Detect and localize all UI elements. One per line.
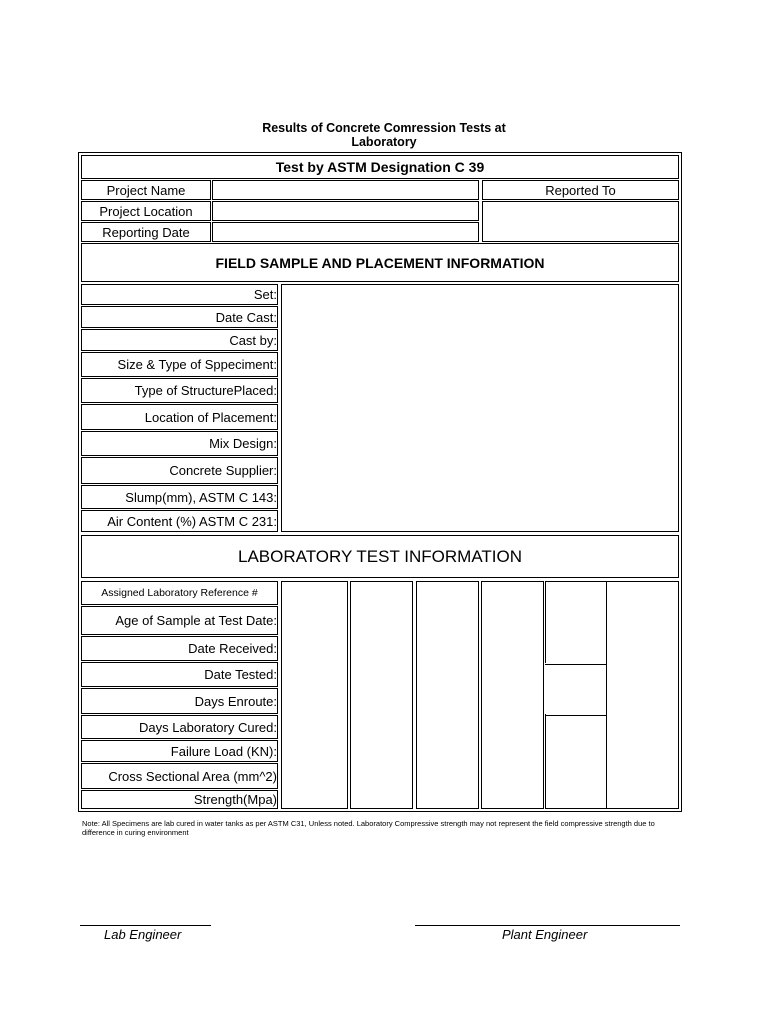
lab-column-1[interactable] <box>281 581 348 809</box>
reported-to-field[interactable] <box>482 201 679 242</box>
lab-row-label: Failure Load (KN): <box>170 743 277 759</box>
field-row-label: Cast by: <box>229 332 277 348</box>
project-name-label-cell <box>81 180 211 200</box>
lab-column-5-left-edge-top <box>545 581 546 663</box>
project-location-label-cell <box>81 201 211 221</box>
lab-row-label-cell <box>81 688 278 714</box>
lab-row-label: Cross Sectional Area (mm^2) <box>108 768 277 784</box>
field-section-heading-box <box>81 243 679 282</box>
test-title: Test by ASTM Designation C 39 <box>275 159 485 175</box>
lab-section-heading-box <box>81 535 679 578</box>
field-row-label-cell <box>81 284 278 305</box>
field-row-label: Size & Type of Sppeciment: <box>117 357 277 372</box>
field-row-label-cell <box>81 329 278 351</box>
lab-column-5[interactable] <box>545 581 606 809</box>
reported-to-label: Reported To <box>545 182 616 198</box>
footer-note: Note: All Specimens are lab cured in water tanks as per ASTM C31, Unless noted. Laboratory Compressive strength may not represent the field compressive strength due to difference in curing environment <box>82 819 655 837</box>
lab-row-label: Date Tested: <box>204 667 277 682</box>
field-row-label-cell <box>81 485 278 509</box>
reporting-date-label-cell <box>81 222 211 242</box>
lab-row-label-cell <box>81 763 278 789</box>
field-row-label: Location of Placement: <box>144 409 277 425</box>
lab-row-label-cell <box>81 715 278 739</box>
reported-to-label-cell <box>482 180 679 200</box>
document-title-line2: Laboratory <box>351 135 417 149</box>
lab-row-label-cell <box>81 636 278 661</box>
lab-row-label: Strength(Mpa) <box>193 792 277 807</box>
field-row-label-cell <box>81 404 278 430</box>
field-row-label: Type of StructurePlaced: <box>134 383 277 398</box>
field-row-label: Set: <box>253 287 277 302</box>
field-row-label-cell <box>81 457 278 484</box>
lab-engineer-label: Lab Engineer <box>104 927 182 942</box>
field-row-label: Mix Design: <box>209 436 277 451</box>
test-title-box <box>81 155 679 179</box>
lab-engineer-signature-line[interactable] <box>80 925 211 926</box>
lab-column-5-divider-top <box>545 664 606 665</box>
lab-row-label-cell <box>81 662 278 687</box>
project-name-label: Project Name <box>106 182 186 198</box>
lab-row-label-cell <box>81 790 278 809</box>
plant-engineer-signature-line[interactable] <box>415 925 680 926</box>
lab-column-3[interactable] <box>416 581 479 809</box>
lab-column-6[interactable] <box>606 581 679 809</box>
field-row-label-cell <box>81 306 278 328</box>
project-location-label: Project Location <box>99 203 193 219</box>
lab-column-5-divider-bottom <box>545 715 606 716</box>
lab-column-5-left-edge-bottom <box>545 714 546 809</box>
field-values-area[interactable] <box>281 284 679 532</box>
lab-column-4[interactable] <box>481 581 544 809</box>
lab-section-heading: LABORATORY TEST INFORMATION <box>237 546 523 566</box>
lab-row-label: Assigned Laboratory Reference # <box>101 587 258 599</box>
lab-row-label: Date Received: <box>188 641 277 656</box>
project-location-field[interactable] <box>212 201 479 221</box>
project-name-field[interactable] <box>212 180 479 200</box>
field-section-heading: FIELD SAMPLE AND PLACEMENT INFORMATION <box>215 254 545 271</box>
lab-row-label: Days Enroute: <box>194 693 277 709</box>
reporting-date-label: Reporting Date <box>102 224 190 240</box>
field-row-label: Concrete Supplier: <box>169 463 277 478</box>
field-row-label-cell <box>81 431 278 456</box>
field-row-label: Air Content (%) ASTM C 231: <box>107 513 277 529</box>
field-row-label: Slump(mm), ASTM C 143: <box>125 489 277 505</box>
field-row-label-cell <box>81 352 278 377</box>
lab-row-label-cell <box>81 740 278 762</box>
lab-row-label: Age of Sample at Test Date: <box>115 613 277 628</box>
lab-row-label-cell <box>81 606 278 635</box>
lab-row-label: Days Laboratory Cured: <box>138 719 277 735</box>
field-row-label-cell <box>81 378 278 403</box>
field-row-label: Date Cast: <box>215 309 277 325</box>
reporting-date-field[interactable] <box>212 222 479 242</box>
plant-engineer-label: Plant Engineer <box>502 927 588 942</box>
lab-column-2[interactable] <box>350 581 413 809</box>
field-row-label-cell <box>81 510 278 532</box>
lab-row-label-cell <box>81 581 278 605</box>
document-title-line1: Results of Concrete Comression Tests at <box>262 121 506 135</box>
